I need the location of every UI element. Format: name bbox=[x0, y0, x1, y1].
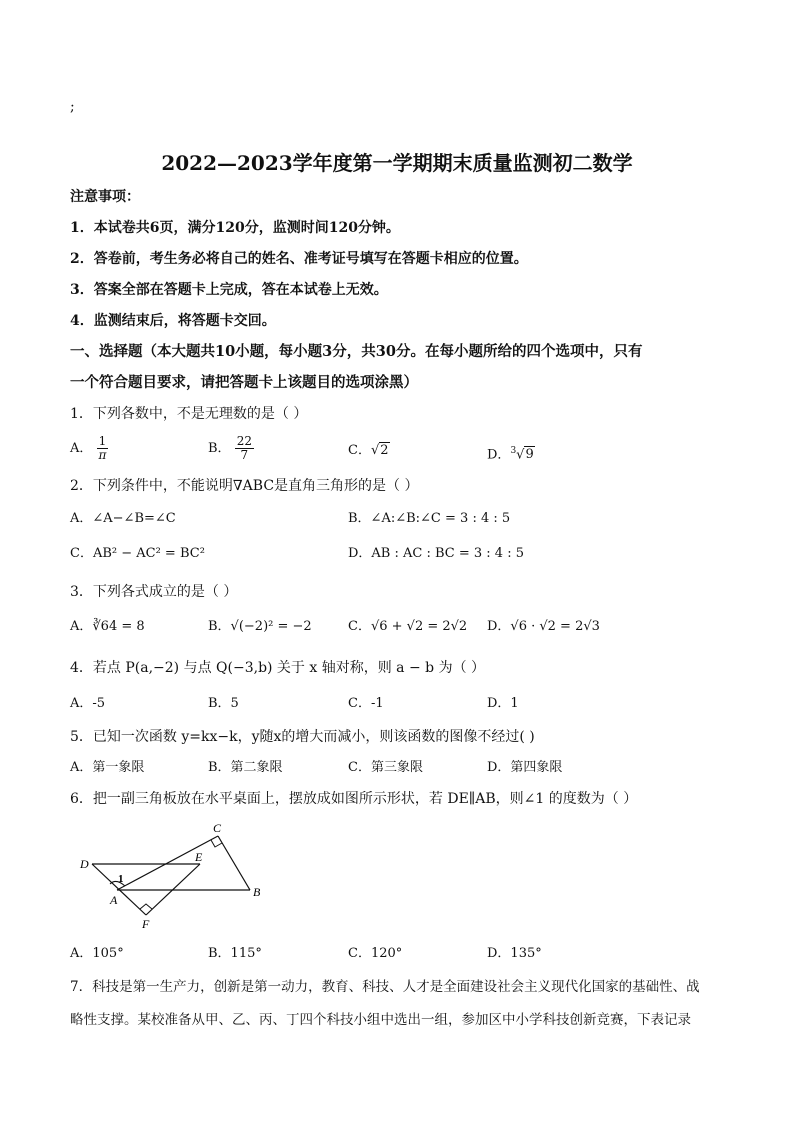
q3-option-b: B．√(−2)² = −2 bbox=[208, 619, 312, 634]
label-f: F bbox=[142, 917, 150, 931]
question-1-stem: 1．下列各数中，不是无理数的是（ ） bbox=[70, 406, 308, 422]
q1-option-b bbox=[208, 435, 254, 462]
question-7-line-2: 略性支撑。某校准备从甲、乙、丙、丁四个科技小组中选出一组，参加区中小学科技创新竞赛，下表记录 bbox=[70, 1012, 691, 1028]
section-heading: 一、选择题（本大题共10小题，每小题3分，共30分。在每小题所给的四个选项中，只有 bbox=[70, 343, 643, 360]
q5-option-c: C．第三象限 bbox=[348, 760, 423, 775]
question-3-stem: 3．下列各式成立的是（ ） bbox=[70, 584, 238, 600]
section-heading-cont: 一个符合题目要求，请把答题卡上该题目的选项涂黑） bbox=[70, 374, 418, 391]
option-label: B． bbox=[208, 441, 231, 456]
q3-option-d: D．√6 · √2 = 2√3 bbox=[487, 619, 600, 634]
q2-option-c: C．AB² − AC² = BC² bbox=[70, 546, 205, 561]
segment-ac bbox=[117, 836, 218, 890]
label-b: B bbox=[253, 885, 261, 899]
root-index: 3 bbox=[510, 446, 517, 456]
q6-option-a: A．105° bbox=[70, 946, 124, 961]
q2-option-b: B．∠A:∠B:∠C = 3 : 4 : 5 bbox=[348, 511, 511, 526]
q4-option-c: C．-1 bbox=[348, 696, 384, 711]
question-7-line-1: 7．科技是第一生产力，创新是第一动力，教育、科技、人才是全面建设社会主义现代化国家的基础性、战 bbox=[70, 979, 700, 995]
option-label: A． bbox=[70, 441, 93, 456]
note-item: 2．答卷前，考生务必将自己的姓名、准考证号填写在答题卡相应的位置。 bbox=[70, 251, 528, 267]
option-label: C． bbox=[348, 443, 371, 458]
q4-option-b: B．5 bbox=[208, 696, 239, 711]
fraction bbox=[235, 435, 254, 462]
radicand: 9 bbox=[525, 447, 534, 463]
label-e: E bbox=[195, 850, 203, 864]
numerator: 22 bbox=[236, 434, 252, 448]
q4-option-d: D．1 bbox=[487, 696, 519, 711]
denominator: π bbox=[98, 448, 107, 462]
numerator: 1 bbox=[97, 435, 109, 449]
q2-option-d: D．AB : AC : BC = 3 : 4 : 5 bbox=[348, 546, 524, 561]
triangle-figure bbox=[70, 820, 280, 935]
label-c: C bbox=[213, 821, 222, 835]
right-angle-mark-f bbox=[140, 904, 152, 909]
label-angle-1: 1 bbox=[118, 873, 124, 885]
question-6-stem: 6．把一副三角板放在水平桌面上，摆放成如图所示形状，若 DE∥AB，则∠1 的度数为（ ） bbox=[70, 791, 638, 807]
q3-option-a: A．∛64 = 8 bbox=[70, 619, 145, 634]
page-title: 2022—2023学年度第一学期期末质量监测初二数学 bbox=[161, 151, 633, 175]
q5-option-b: B．第二象限 bbox=[208, 760, 283, 775]
note-item: 4．监测结束后，将答题卡交回。 bbox=[70, 313, 276, 329]
label-a: A bbox=[110, 893, 118, 907]
q2-option-a: A．∠A−∠B=∠C bbox=[70, 511, 176, 526]
q4-option-a: A．-5 bbox=[70, 696, 106, 711]
denominator: 7 bbox=[240, 448, 249, 462]
segment-cb bbox=[218, 836, 250, 890]
radicand: 2 bbox=[380, 443, 389, 458]
option-label: D． bbox=[487, 447, 511, 463]
notes-heading: 注意事项： bbox=[70, 189, 140, 205]
q3-option-c: C．√6 + √2 = 2√2 bbox=[348, 619, 468, 634]
q6-option-d: D．135° bbox=[487, 946, 542, 961]
q5-option-d: D．第四象限 bbox=[487, 760, 563, 775]
q5-option-a: A．第一象限 bbox=[70, 760, 145, 775]
q1-option-c: C．√2 bbox=[348, 443, 389, 458]
note-item: 1．本试卷共6页，满分120分，监测时间120分钟。 bbox=[70, 220, 400, 236]
q1-option-d: D．$^3$√9 bbox=[487, 446, 534, 463]
note-item: 3．答案全部在答题卡上完成，答在本试卷上无效。 bbox=[70, 282, 388, 298]
question-5-stem: 5．已知一次函数 y=kx−k，y随x的增大而减小，则该函数的图像不经过( ) bbox=[70, 729, 535, 745]
q6-option-c: C．120° bbox=[348, 946, 403, 961]
question-4-stem: 4．若点 P(a,−2) 与点 Q(−3,b) 关于 x 轴对称，则 a − b 为（ ） bbox=[70, 660, 486, 676]
label-d: D bbox=[80, 857, 89, 871]
q6-option-b: B．115° bbox=[208, 946, 262, 961]
question-2-stem: 2．下列条件中，不能说明∇ABC是直角三角形的是（ ） bbox=[70, 478, 419, 494]
fraction bbox=[97, 435, 109, 462]
q1-option-a bbox=[70, 435, 108, 462]
top-mark: ; bbox=[70, 99, 75, 115]
